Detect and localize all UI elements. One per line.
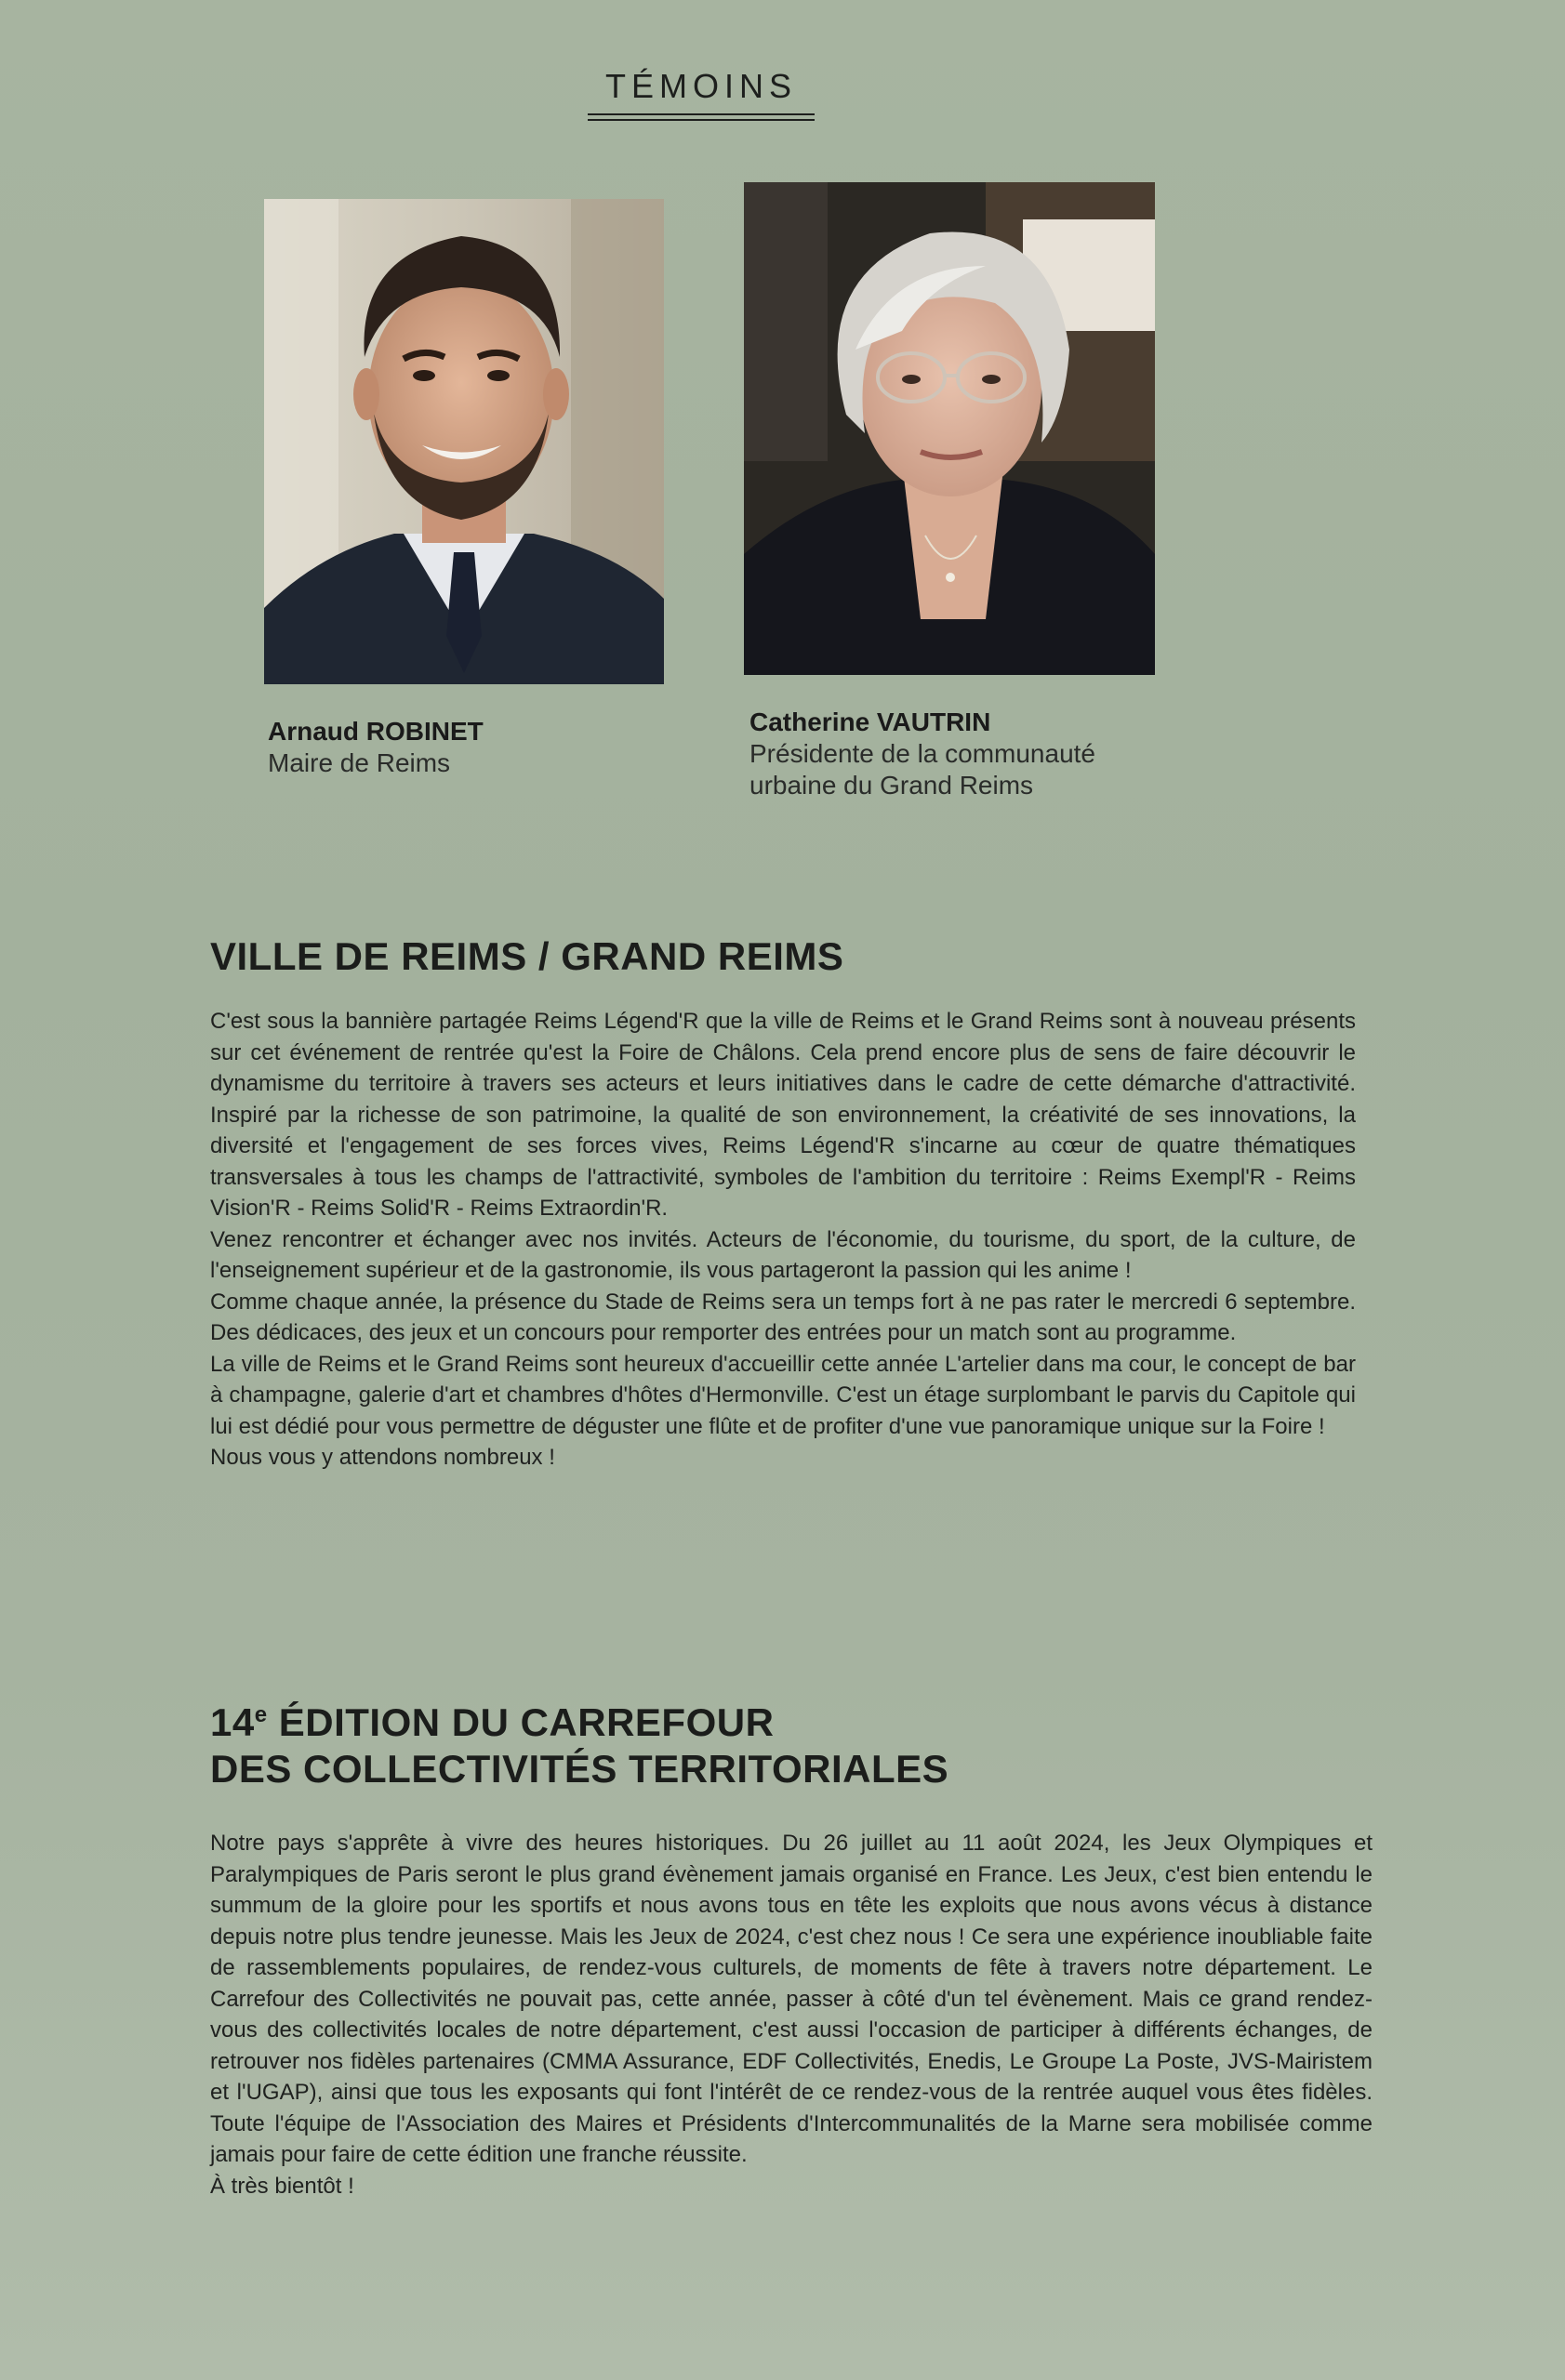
title-line-1-text: ÉDITION DU CARREFOUR (267, 1700, 775, 1744)
portrait-photo-man (264, 199, 664, 684)
person-name: Arnaud ROBINET (268, 717, 484, 746)
edition-number: 14 (210, 1700, 255, 1744)
section-label: TÉMOINS (604, 67, 797, 105)
title-line-2: DES COLLECTIVITÉS TERRITORIALES (210, 1747, 949, 1791)
header-rule-double (588, 119, 815, 121)
person-role: Maire de Reims (268, 748, 451, 777)
person-role-line1: Présidente de la communauté (749, 739, 1095, 768)
article-body-carrefour (210, 1828, 1373, 2202)
paragraph: Venez rencontrer et échanger avec nos invités. Acteurs de l'économie, du tourisme, du sport, de la culture, de l'enseignement supérieur et de la gastronomie, ils vous partageront la passion qui les anime ! (210, 1226, 1356, 1283)
header-rule (588, 113, 815, 115)
article-body-reims (210, 1006, 1356, 1474)
person-caption-vautrin (749, 707, 1177, 801)
person-caption-robinet (268, 716, 640, 779)
paragraph: C'est sous la bannière partagée Reims Légend'R que la ville de Reims et le Grand Reims sont à nouveau présents sur cet événement de rentrée qu'est la Foire de Châlons. Cela prend encore plus de sens de faire découvrir le dynamisme du territoire à travers ses acteurs et leurs initiatives dans le cadre de cette démarche d'attractivité. Inspiré par la richesse de son patrimoine, la qualité de son environnement, la créativité de ses innovations, la diversité et l'engagement de ses forces vives, Reims Légend'R s'incarne au cœur de quatre thématiques transversales à tous les champs de l'attractivité, symboles de l'ambition du territoire : Reims Exempl'R - Reims Vision'R - Reims Solid'R - Reims Extraordin'R. (210, 1009, 1356, 1221)
paragraph: La ville de Reims et le Grand Reims sont heureux d'accueillir cette année L'artelier dans ma cour, le concept de bar à champagne, galerie d'art et chambres d'hôtes d'Hermonville. C'est un étage surplombant le parvis du Capitole qui lui est dédié pour vous permettre de déguster une flûte et de profiter d'une vue panoramique unique sur la Foire ! (210, 1351, 1356, 1439)
paragraph: Notre pays s'apprête à vivre des heures historiques. Du 26 juillet au 11 août 2024, les Jeux Olympiques et Paralympiques de Paris seront le plus grand évènement jamais organisé en France. Les Jeux, c'est bien entendu le summum de la gloire pour les sportifs et nous avons tous en tête les exploits que nous avons vécus à distance depuis notre plus tendre jeunesse. Mais les Jeux de 2024, c'est chez nous ! Ce sera une expérience inoubliable faite de rassemblements populaires, de rendez-vous culturels, de moments de fête à travers notre département. Le Carrefour des Collectivités ne pouvait pas, cette année, passer à côté d'un tel évènement. Mais ce grand rendez-vous des collectivités locales de notre département, c'est aussi l'occasion de participer à différents échanges, de retrouver nos fidèles partenaires (CMMA Assurance, EDF Collectivités, Enedis, Le Groupe La Poste, JVS-Mairistem et l'UGAP), ainsi que tous les exposants qui font l'intérêt de ce rendez-vous de la rentrée auquel vous êtes fidèles. Toute l'équipe de l'Association des Maires et Présidents d'Intercommunalités de la Marne sera mobilisée comme jamais pour faire de cette édition une franche réussite. (210, 1831, 1373, 2167)
person-name: Catherine VAUTRIN (749, 707, 991, 736)
paragraph: Comme chaque année, la présence du Stade de Reims sera un temps fort à ne pas rater le mercredi 6 septembre. Des dédicaces, des jeux et un concours pour remporter des entrées pour un match sont au programme. (210, 1289, 1356, 1345)
paragraph: À très bientôt ! (210, 2173, 354, 2199)
section-header (588, 67, 815, 121)
article-title-reims: VILLE DE REIMS / GRAND REIMS (210, 934, 844, 978)
article-title-carrefour (210, 1699, 1326, 1792)
person-role-line2: urbaine du Grand Reims (749, 771, 1034, 800)
portrait-photo-woman (744, 182, 1155, 675)
paragraph: Nous vous y attendons nombreux ! (210, 1445, 555, 1470)
edition-ordinal: e (254, 1702, 268, 1727)
title-line-1 (210, 1699, 1326, 1746)
